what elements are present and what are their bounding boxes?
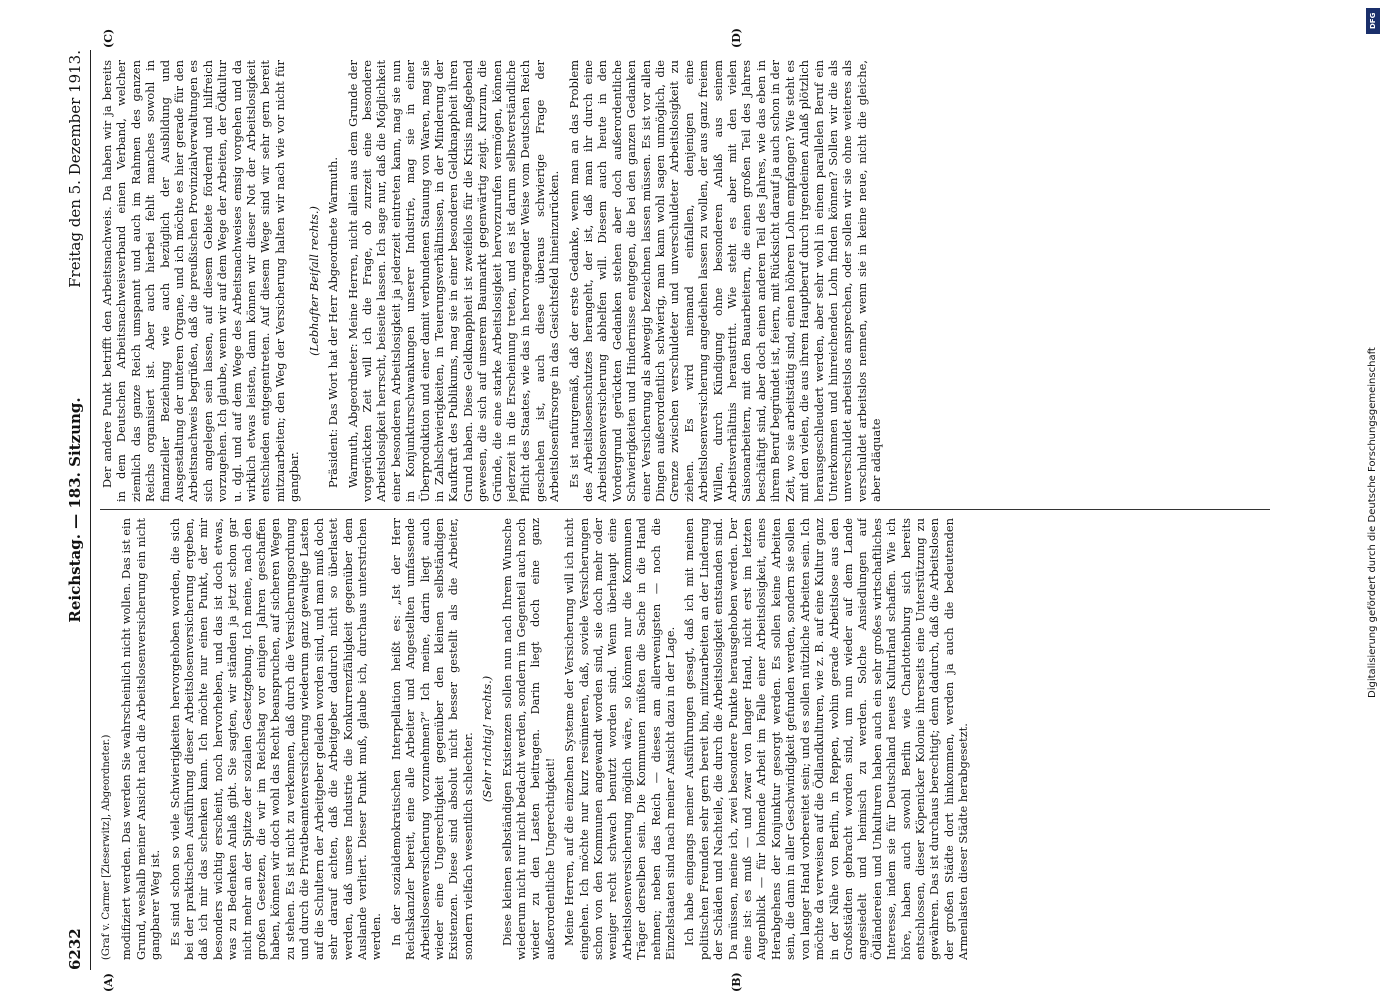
digitization-notice: Digitalisierung gefördert durch die Deutsche Forschungsgemeinschaft — [1367, 347, 1378, 698]
session-title: Reichstag. — 183. Sitzung. — [66, 397, 84, 623]
session-date: Freitag den 5. Dezember 1913. — [66, 50, 84, 288]
paragraph: Meine Herren, auf die einzelnen Systeme der Versicherung will ich nicht eingehen. Ich möchte nur kurz resümieren, daß, soviele Versicherungen schon von den Kommunen angewandt worden sind, sie doch mehr oder weniger recht schwach benutzt worden sind. Wenn überhaupt eine Arbeitslosenversicherung möglich wäre, so können nur die Kommunen Träger derselben sein. Die Kommunen müßten die Sache in die Hand nehmen; neben das Reich — dieses am allerwenigsten — noch die Einzelstaaten sind nach meiner Ansicht dazu in der Lage. — [562, 518, 678, 960]
paragraph: Diese kleinen selbständigen Existenzen sollen nun nach Ihrem Wunsche wiederum nicht nur nicht bedacht werden, sondern im Gegenteil auch noch wieder zu den Lasten beitragen. Darin liegt doch eine ganz außerordentliche Ungerechtigkeit! — [499, 518, 557, 960]
funding-notice — [1366, 8, 1380, 698]
paragraph: Es ist naturgemäß, daß der erste Gedanke, wenn man an das Problem des Arbeitslosenschutzes herangeht, der ist, daß man ihr durch eine Arbeitslosenversicherung abhelfen will. Diesem auch heute in den Vordergrund gerückten Gedanken stehen aber doch außerordentliche Schwierigkeiten und Hindernisse entgegen, die bei den ganzen Gedanken einer Versicherung als abwegig bezeichnen lassen müssen. Es ist vor allen Dingen außerordentlich schwierig, man kann wohl sagen unmöglich, die Grenze zwischen verschuldeter und unverschuldeter Arbeitslosigkeit zu ziehen. Es wird niemand einfallen, denjenigen eine Arbeitslosenversicherung angedeihen lassen zu wollen, der aus ganz freiem Willen, durch Kündigung ohne besonderen Anlaß aus seinem Arbeitsverhältnis heraustritt. Wie steht es aber mit den vielen Saisonarbeitern, mit den Bauarbeitern, die einen großen Teil des Jahres beschäftigt sind, aber doch einen anderen Teil des Jahres, wie das eben in ihrem Beruf begründet ist, feiern, mit Rücksicht darauf ja auch schon in der Zeit, wo sie arbeitstätig sind, einen höheren Lohn empfangen? Wie steht es mit den vielen, die aus ihrem Hauptberuf durch irgendeinen Anlaß plötzlich herausgeschleudert werden, aber sehr wohl in einem parallelen Beruf ein Unterkommen und hinreichenden Lohn finden können? Sollen wir die als unverschuldet arbeitslos ansprechen, oder sollen wir sie ohne weiteres als verschuldet arbeitslos nennen, wenn sie in keine neue, nicht die gleiche, aber adäquate — [566, 60, 884, 502]
page-header — [60, 50, 91, 970]
speaker-reference: (Graf v. Carmer [Zieserwitz], Abgeordneter.) — [101, 734, 112, 960]
page-number: 6232 — [66, 928, 84, 970]
column-divider — [100, 509, 1270, 510]
interjection: (Lebhafter Beifall rechts.) — [306, 206, 321, 356]
paragraph: Präsident: Das Wort hat der Herr Abgeordnete Warmuth. — [326, 156, 341, 488]
paragraph: Es sind schon so viele Schwierigkeiten hervorgehoben worden, die sich bei der praktischen Ausführung dieser Arbeitslosenversicherung ergeben, daß ich mir das schenken kann. Ich möchte nur einen Punkt, der mir besonders wichtig erscheint, noch hervorheben, und das ist doch etwas, was zu Bedenken Anlaß gibt. Sie sagten, wir ständen ja jetzt schon gar nicht mehr an der Spitze der sozialen Gesetzgebung. Ich meine, nach den großen Gesetzen, die wir im Reichstag vor einigen Jahren geschaffen haben, können wir doch wohl das Recht beanspruchen, auf sicheren Wegen zu stehen. Es ist nicht zu verkennen, daß durch die Versicherungsordnung und durch die Privatbeamtenversicherung wiederum ganz gewaltige Lasten auf die Schultern der Arbeitgeber geladen worden sind, und man muß doch sehr darauf achten, daß die Arbeitgeber dadurch nicht so überlastet werden, daß unsere Industrie die Konkurrenzfähigkeit gegenüber dem Auslande verliert. Dieser Punkt muß, glaube ich, durchaus unterstrichen werden. — [167, 518, 384, 960]
paragraph: In der sozialdemokratischen Interpellation heißt es: „Ist der Herr Reichskanzler bereit, eine alle Arbeiter und Angestellten umfassende Arbeitslosenversicherung vorzunehmen?“ Ich meine, darin liegt auch wieder eine Ungerechtigkeit gegenüber den kleinen selbständigen Existenzen. Diese sind absolut nicht besser gestellt als die Arbeiter, sondern vielfach wesentlich schlechter. — [388, 518, 475, 960]
paragraph: Warmuth, Abgeordneter: Meine Herren, nicht allein aus dem Grunde der vorgerückten Zeit will ich die Frage, ob zurzeit eine besondere Arbeitslosigkeit herrscht, beiseite lassen. Ich sage nur, daß die Möglichkeit einer besonderen Arbeitslosigkeit ja jederzeit eintreten kann, mag sie nun in Konjunkturschwankungen unserer Industrie, mag sie in einer Überproduktion und einer damit verbundenen Stauung von Waren, mag sie in Zahlschwierigkeiten, in Teuerungsverhältnissen, in der Minderung der Kaufkraft des Publikums, mag sie in einer besonderen Geldknappheit ihren Grund haben. Diese Geldknappheit ist zweifellos für die Krisis maßgebend gewesen, die sich auf unserem Baumarkt gegenwärtig zeigt. Kurzum, die Gründe, die eine starke Arbeitslosigkeit hervorzurufen vermögen, können jederzeit in die Erscheinung treten, und es ist darum selbstverständliche Pflicht des Staates, wie das in hervorragender Weise vom Deutschen Reich geschehen ist, auch diese überaus schwierige Frage der Arbeitslosenfürsorge in das Gesichtsfeld hineinzurücken. — [345, 60, 562, 502]
margin-marker-b: (B) — [730, 972, 743, 992]
margin-marker-a: (A) — [102, 973, 115, 992]
paragraph: Der andere Punkt betrifft den Arbeitsnachweis. Da haben wir ja bereits in dem Deutschen Arbeitsnachweisverband einen Verband, welcher ziemlich das ganze Reich umspannt und auch im Rahmen des ganzen Reichs organisiert ist. Aber auch hierbei fehlt manches sowohl in finanzieller Beziehung wie auch bezüglich der Ausbildung und Ausgestaltung der unteren Organe, und ich möchte es hier gerade für den Arbeitsnachweis begrüßen, daß die preußischen Provinzialverwaltungen es sich angelegen sein lassen, auf diesem Gebiete fördernd und hilfreich vorzugehen. Ich glaube, wenn wir auf dem Wege der Arbeiten, der Ödkultur u. dgl. und auf dem Wege des Arbeitsnachweises emsig vorgehen und da wirklich etwas leisten, dann können wir dieser Not der Arbeitslosigkeit entschieden entgegentreten. Auf diesem Wege sind wir sehr gern bereit mitzuarbeiten; den Weg der Versicherung halten wir nach wie vor nicht für gangbar. — [100, 60, 302, 502]
right-column — [100, 60, 1280, 502]
left-column — [100, 518, 1280, 960]
paragraph: Ich habe eingangs meiner Ausführungen gesagt, daß ich mit meinen politischen Freunden sehr gern bereit bin, mitzuarbeiten an der Linderung der Schäden und Nachteile, die durch die Arbeitslosigkeit entstanden sind. Da müssen, meine ich, zwei besondere Punkte herausgehoben werden. Der eine ist: es muß — und zwar von langer Hand, nicht erst im letzten Augenblick — für lohnende Arbeit im Falle einer Arbeitslosigkeit, eines Herabgehens der Konjunktur gesorgt werden. Es sollen keine Arbeiten sein, die dann in aller Geschwindigkeit gefunden werden, sondern sie sollen von langer Hand vorbereitet sein; und es sollen nützliche Arbeiten sein. Ich möchte da verweisen auf die Ödlandkulturen, wie z. B. auf eine Kultur ganz in der Nähe von Berlin, in Reppen, wohin gerade Arbeitslose aus den Großstädten gebracht worden sind, um nun wieder auf dem Lande angesiedelt und heimisch zu werden. Solche Ansiedlungen auf Ödländereien und Unkulturen haben auch ein sehr großes wirtschaftliches Interesse, indem sie für Deutschland neues Kulturland schaffen. Wie ich höre, haben auch sowohl Berlin wie Charlottenburg sich bereits entschlossen, dieser Köpenicker Kolonie ihrerseits eine Unterstützung zu gewähren. Das ist durchaus berechtigt; denn dadurch, daß die Arbeitslosen der großen Städte dort hinkommen, werden ja auch die bedeutenden Armenlasten dieser Städte herabgesetzt. — [682, 518, 971, 960]
paragraph: modifiziert werden. Das werden Sie wahrscheinlich nicht wollen. Das ist ein Grund, weshalb meiner Ansicht nach die Arbeitslosenversicherung ein nicht gangbarer Weg ist. — [119, 518, 163, 960]
margin-marker-c: (C) — [102, 28, 115, 48]
rotated-page-content — [20, 0, 1330, 1000]
margin-marker-d: (D) — [730, 28, 743, 48]
dfg-logo: DFG — [1366, 8, 1380, 34]
interjection: (Sehr richtig! rechts.) — [480, 675, 495, 803]
